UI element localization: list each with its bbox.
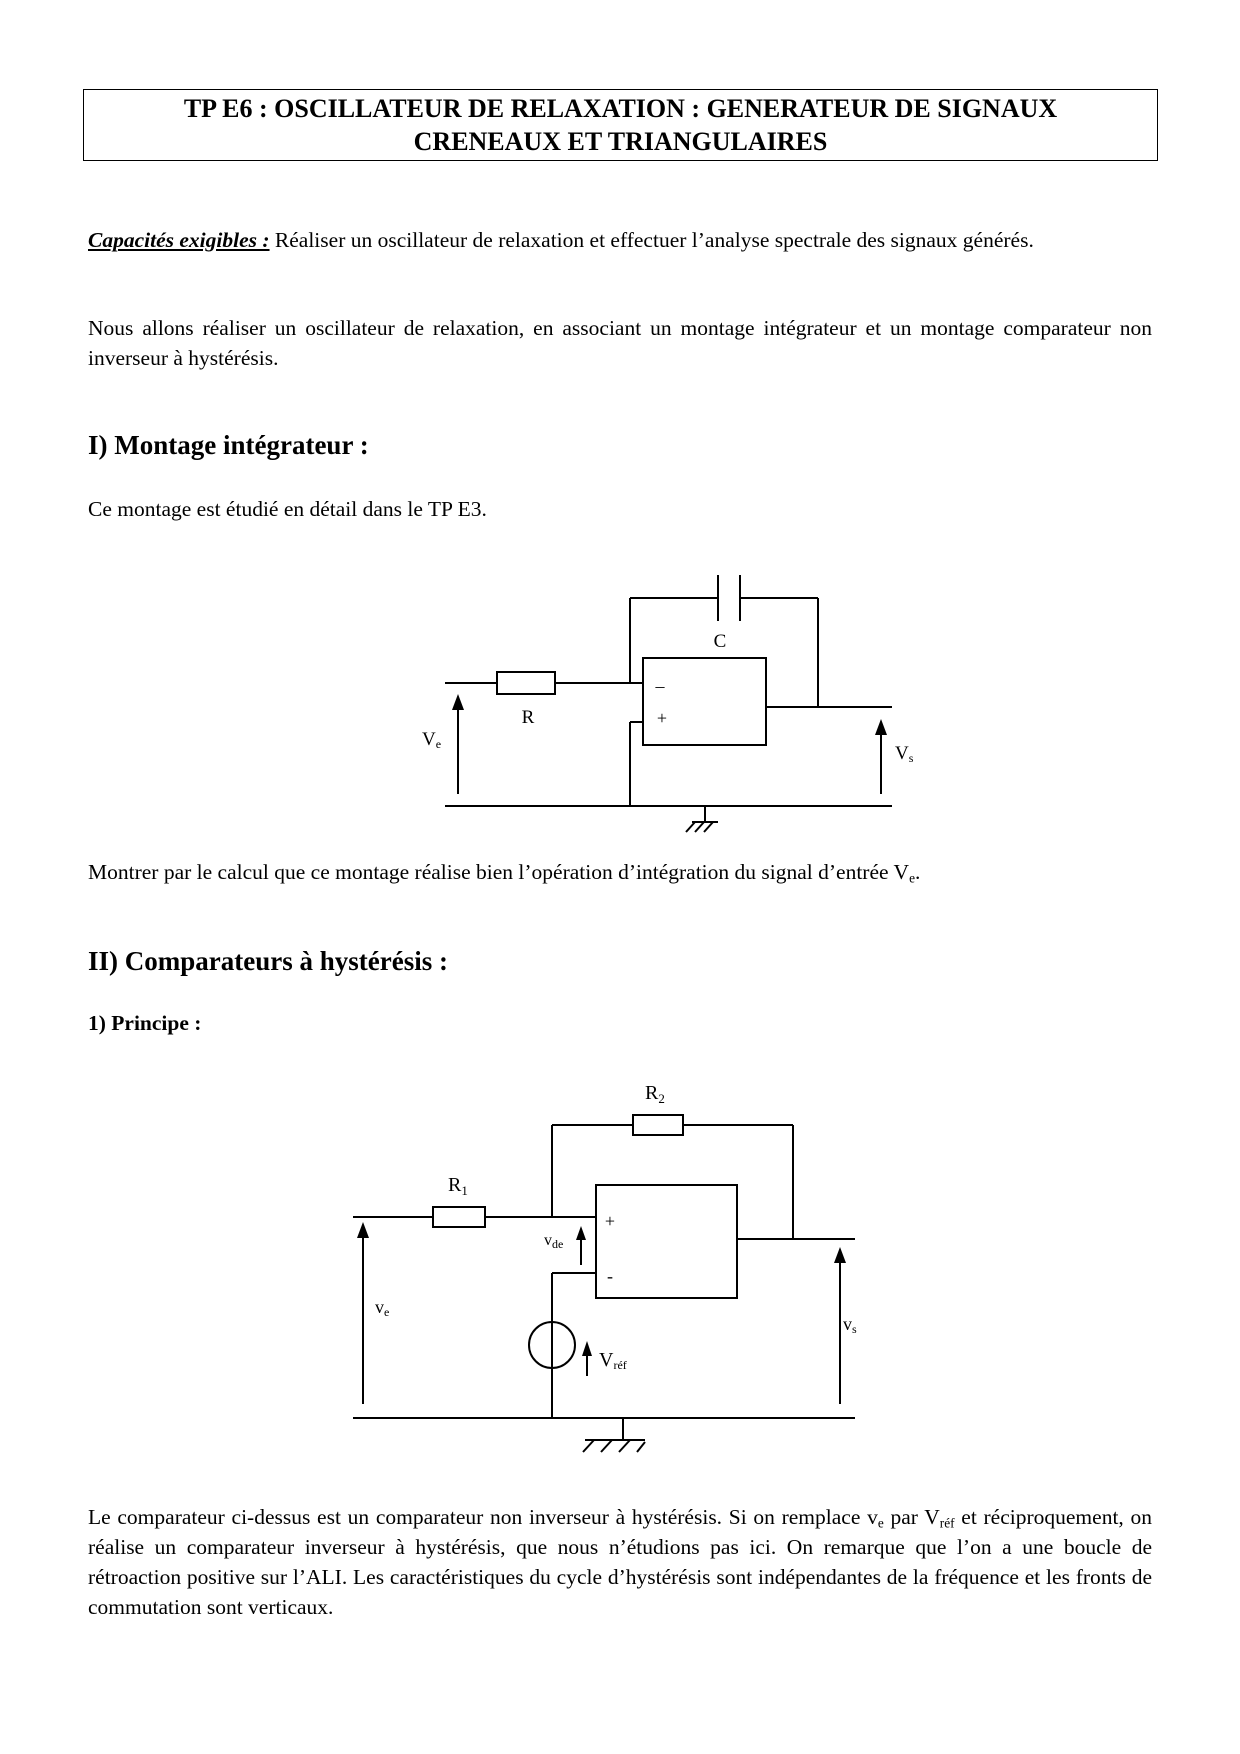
op-amp-minus: –: [655, 676, 665, 696]
label-c: C: [713, 631, 727, 652]
label-comparator-vs: vs: [843, 1314, 857, 1336]
label-r2: $R_2$: [645, 1082, 665, 1106]
label-vs: Vs: [895, 743, 914, 765]
section-2-heading: II) Comparateurs à hystérésis :: [88, 946, 448, 976]
integration-question: Montrer par le calcul que ce montage réalise bien l’opération d’intégration du signal d’entrée $V_e$.: [88, 860, 921, 886]
comparator-op-amp-box: [596, 1185, 737, 1298]
comparator-plus: +: [604, 1211, 616, 1231]
resistor-r1: [433, 1207, 485, 1227]
op-amp-plus: +: [656, 708, 668, 728]
section-1-text: Ce montage est étudié en détail dans le TP E3.: [88, 497, 487, 521]
capacites-text: Réaliser un oscillateur de relaxation et effectuer l’analyse spectrale des signaux générés.: [269, 228, 1034, 252]
label-vde: vde: [544, 1232, 564, 1251]
section-1-heading: I) Montage intégrateur :: [88, 430, 369, 460]
comparator-paragraph: Le comparateur ci-dessus est un comparateur non inverseur à hystérésis. Si on remplace $v_e$ par $V_{réf}$ et réciproquement, on réalise un comparateur inverseur à hystérésis, que nous n’étudions pas ici. On remarque que l’on a une boucle de rétroaction positive sur l’ALI. Les caractéristiques du cycle d’hystérésis sont indépendantes de la fréquence et les fronts de commutation sont verticaux.: [88, 1505, 1152, 1619]
resistor-r2: [633, 1115, 683, 1135]
section-2-subheading: 1) Principe :: [88, 1011, 202, 1035]
label-comparator-ve: ve: [375, 1297, 390, 1319]
capacites-label: Capacités exigibles :: [88, 228, 270, 252]
page-title-line-1: TP E6 : OSCILLATEUR DE RELAXATION : GENERATEUR DE SIGNAUX: [183, 94, 1058, 123]
label-r: R: [521, 707, 535, 728]
label-vref: Vréf: [599, 1349, 627, 1372]
intro-paragraph: Nous allons réaliser un oscillateur de relaxation, en associant un montage intégrateur et un montage comparateur non inverseur à hystérésis.: [88, 316, 1152, 370]
page-title-line-2: CRENEAUX ET TRIANGULAIRES: [413, 127, 828, 156]
label-ve: Ve: [422, 729, 442, 751]
comparator-minus: -: [607, 1266, 613, 1286]
label-r1: $R_1$: [448, 1174, 468, 1198]
